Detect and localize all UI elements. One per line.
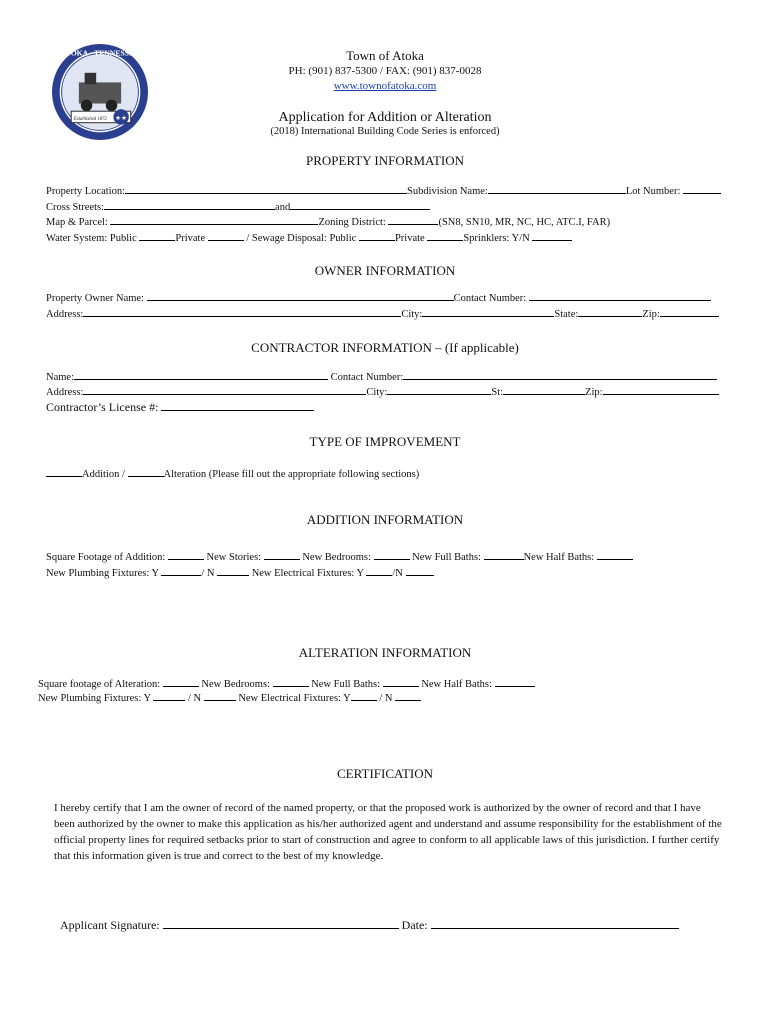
contractor-zip-field[interactable] <box>603 384 719 395</box>
contractor-address-field[interactable] <box>83 384 366 395</box>
alteration-row-1: Square footage of Alteration: New Bedrooms: New Full Baths: New Half Baths: <box>38 676 535 690</box>
contractor-row-3: Contractor’s License #: <box>46 400 314 415</box>
alteration-check-field[interactable] <box>128 466 164 477</box>
property-location-field[interactable] <box>125 183 407 194</box>
certification-text: I hereby certify that I am the owner of record of the named property, or that the proposed work is authorized by the owner of record and that I have been authorized by the owner to make this application as his/her authorized agent and understand and assume responsibility for the establishment of the official property lines for required setbacks prior to start of construction and agree to conform to all applicable laws of this jurisdiction. I further certify that this information given is true and correct to the best of my knowledge. <box>54 802 722 862</box>
contractor-name-field[interactable] <box>74 369 328 380</box>
phone-fax: PH: (901) 837-5300 / FAX: (901) 837-0028 <box>288 65 482 77</box>
addition-heading: ADDITION INFORMATION <box>306 512 464 527</box>
town-name: Town of Atoka <box>346 48 424 63</box>
addition-bedrooms-field[interactable] <box>374 549 410 560</box>
alteration-plumbing-n-field[interactable] <box>204 690 236 701</box>
alteration-row-2: New Plumbing Fixtures: Y / N New Electrical Fixtures: Y / N <box>38 690 421 704</box>
contractor-row-1: Name: Contact Number: <box>46 369 717 383</box>
alteration-plumbing-y-field[interactable] <box>153 690 185 701</box>
website-link[interactable]: www.townofatoka.com <box>333 80 437 92</box>
subdivision-field[interactable] <box>488 183 626 194</box>
form-title: Application for Addition or Alteration <box>278 110 492 125</box>
addition-full-baths-field[interactable] <box>484 549 524 560</box>
cross-street-1-field[interactable] <box>104 199 275 210</box>
lot-number-field[interactable] <box>683 183 721 194</box>
contractor-contact-field[interactable] <box>403 369 717 380</box>
addition-row-1: Square Footage of Addition: New Stories: New Bedrooms: New Full Baths: New Half Baths: <box>46 549 633 563</box>
svg-text:Established 1872: Established 1872 <box>73 116 107 122</box>
water-private-field[interactable] <box>208 230 244 241</box>
alteration-half-baths-field[interactable] <box>495 676 535 687</box>
certification-heading: CERTIFICATION <box>337 766 433 781</box>
addition-row-2: New Plumbing Fixtures: Y / N New Electrical Fixtures: Y /N <box>46 565 434 579</box>
alteration-electrical-y-field[interactable] <box>351 690 377 701</box>
owner-heading: OWNER INFORMATION <box>314 263 456 278</box>
cross-street-2-field[interactable] <box>290 199 430 210</box>
zoning-field[interactable] <box>388 214 438 225</box>
property-row-1: Property Location: Subdivision Name: Lot Number: <box>46 183 721 197</box>
signature-row: Applicant Signature: Date: <box>60 918 679 933</box>
owner-row-1: Property Owner Name: Contact Number: <box>46 290 711 304</box>
owner-contact-field[interactable] <box>529 290 711 301</box>
alteration-sqft-field[interactable] <box>163 676 199 687</box>
addition-electrical-n-field[interactable] <box>406 565 434 576</box>
sewage-private-field[interactable] <box>427 230 463 241</box>
owner-address-field[interactable] <box>83 306 401 317</box>
property-heading: PROPERTY INFORMATION <box>305 153 464 168</box>
contractor-row-2: Address: City: St: Zip: <box>46 384 719 398</box>
date-field[interactable] <box>431 918 679 929</box>
contractor-city-field[interactable] <box>387 384 491 395</box>
contractor-license-field[interactable] <box>161 400 314 411</box>
addition-sqft-field[interactable] <box>168 549 204 560</box>
owner-zip-field[interactable] <box>660 306 719 317</box>
alteration-electrical-n-field[interactable] <box>395 690 421 701</box>
addition-electrical-y-field[interactable] <box>366 565 392 576</box>
addition-check-field[interactable] <box>46 466 82 477</box>
improvement-row: Addition / Alteration (Please fill out the appropriate following sections) <box>46 466 419 480</box>
sprinklers-field[interactable] <box>532 230 572 241</box>
svg-text:ATOKA · TENNESSEE: ATOKA · TENNESSEE <box>60 48 140 58</box>
signature-field[interactable] <box>163 918 399 929</box>
addition-half-baths-field[interactable] <box>597 549 633 560</box>
owner-city-field[interactable] <box>422 306 554 317</box>
addition-plumbing-n-field[interactable] <box>217 565 249 576</box>
code-note: (2018) International Building Code Series is enforced) <box>270 126 500 137</box>
addition-stories-field[interactable] <box>264 549 300 560</box>
addition-plumbing-y-field[interactable] <box>161 565 201 576</box>
alteration-full-baths-field[interactable] <box>383 676 419 687</box>
svg-text:★★: ★★ <box>115 114 128 122</box>
property-row-4: Water System: Public Private / Sewage Disposal: Public Private Sprinklers: Y/N <box>46 230 572 244</box>
alteration-heading: ALTERATION INFORMATION <box>298 645 472 660</box>
contractor-heading: CONTRACTOR INFORMATION – (If applicable) <box>251 340 519 355</box>
contractor-state-field[interactable] <box>503 384 585 395</box>
property-row-3: Map & Parcel: Zoning District: (SN8, SN10, MR, NC, HC, ATC.I, FAR) <box>46 214 610 228</box>
water-public-field[interactable] <box>139 230 175 241</box>
owner-name-field[interactable] <box>147 290 454 301</box>
owner-row-2: Address: City: State: Zip: <box>46 306 719 320</box>
property-row-2: Cross Streets: and <box>46 199 430 213</box>
sewage-public-field[interactable] <box>359 230 395 241</box>
map-parcel-field[interactable] <box>110 214 318 225</box>
improvement-heading: TYPE OF IMPROVEMENT <box>309 434 461 449</box>
alteration-bedrooms-field[interactable] <box>273 676 309 687</box>
owner-state-field[interactable] <box>578 306 642 317</box>
